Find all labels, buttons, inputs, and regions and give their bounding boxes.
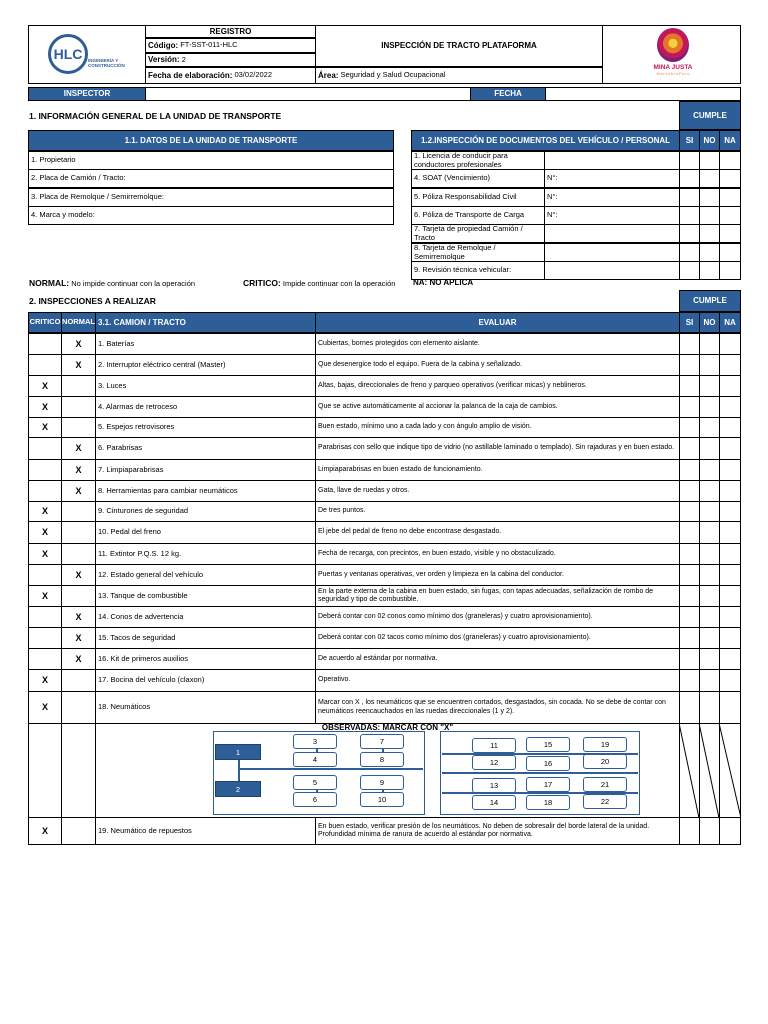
legend-na: NA: NO APLICA (413, 278, 474, 287)
row-normal-mark (61, 417, 96, 438)
codigo-cell (145, 38, 316, 53)
document-row-si[interactable] (679, 243, 700, 262)
tire-7[interactable]: 7 (360, 734, 404, 749)
row-no[interactable] (699, 669, 720, 692)
row-si[interactable] (679, 417, 700, 438)
document-row-label: 4. SOAT (Vencimiento) (411, 169, 545, 188)
row-no[interactable] (699, 543, 720, 565)
inspector-field[interactable] (145, 87, 471, 101)
hlc-logo-text: HLC (53, 46, 83, 62)
row-eval: Buen estado, mínimo uno a cada lado y con ángulo amplio de visión. (315, 417, 680, 438)
row-na[interactable] (719, 606, 741, 628)
row-no[interactable] (699, 333, 720, 355)
row-na[interactable] (719, 669, 741, 692)
version-value: 2 (181, 54, 186, 64)
codigo-label: Código: (148, 40, 179, 50)
row-si[interactable] (679, 627, 700, 649)
row-si[interactable] (679, 564, 700, 586)
col-item-header: 3.1. CAMION / TRACTO (95, 312, 316, 333)
document-row-na[interactable] (719, 151, 741, 170)
row-no[interactable] (699, 585, 720, 607)
col-no-header: NO (699, 312, 720, 333)
tires-cumple-crossed (679, 723, 741, 818)
row-no[interactable] (699, 459, 720, 481)
document-row-label: 6. Póliza de Transporte de Carga (411, 206, 545, 225)
row-na[interactable] (719, 501, 741, 522)
row-na[interactable] (719, 333, 741, 355)
legend-critico-label: CRITICO: (243, 278, 281, 288)
document-row-number[interactable] (544, 261, 680, 280)
tires-normal-cell (61, 723, 96, 818)
legend-normal-label: NORMAL: (29, 278, 70, 288)
row-si[interactable] (679, 543, 700, 565)
row-na[interactable] (719, 691, 741, 724)
row-critico-mark: X (28, 375, 62, 397)
row-no[interactable] (699, 627, 720, 649)
row-critico-mark (28, 437, 62, 460)
row-no[interactable] (699, 480, 720, 502)
row-normal-mark: X (61, 627, 96, 649)
row-item: 8. Herramientas para cambiar neumáticos (95, 480, 316, 502)
document-row-na[interactable] (719, 224, 741, 243)
document-row-number[interactable]: N°: (544, 206, 680, 225)
document-row-na[interactable] (719, 169, 741, 188)
row-si[interactable] (679, 521, 700, 544)
row-item: 5. Espejos retrovisores (95, 417, 316, 438)
row-critico-mark: X (28, 521, 62, 544)
document-row-na[interactable] (719, 206, 741, 225)
row-si[interactable] (679, 480, 700, 502)
col-si-header: SI (679, 312, 700, 333)
document-row-si[interactable] (679, 261, 700, 280)
row-item: 15. Tacos de seguridad (95, 627, 316, 649)
document-row-no[interactable] (699, 169, 720, 188)
tire-21[interactable]: 21 (583, 777, 627, 792)
row-eval: Marcar con X , los neumáticos que se encuentren cortados, desgastados, sin cocada. No se debe de contar con neumáticos reencauchados en las ruedas direccionales (1 y 2). (315, 691, 680, 724)
row-na[interactable] (719, 543, 741, 565)
row-item: 9. Cinturones de seguridad (95, 501, 316, 522)
inspector-label: INSPECTOR (28, 87, 146, 101)
document-row-number[interactable]: N°: (544, 169, 680, 188)
row19-si[interactable] (679, 817, 700, 845)
row-normal-mark (61, 669, 96, 692)
row19-item: 19. Neumático de repuestos (95, 817, 316, 845)
row-eval: Que se active automáticamente al accionar la palanca de la caja de cambios. (315, 396, 680, 418)
row-item: 3. Luces (95, 375, 316, 397)
row-item: 6. Parabrisas (95, 437, 316, 460)
legend-critico (243, 278, 395, 288)
mina-justa-logo (657, 28, 689, 62)
codigo-value: FT-SST-011-HLC (180, 40, 238, 50)
tractor-rear-axle (238, 768, 423, 770)
legend-normal-text: No impide continuar con la operación (71, 279, 196, 288)
mina-justa-logo-text: MINA JUSTA (653, 64, 693, 71)
row-si[interactable] (679, 459, 700, 481)
row-critico-mark (28, 627, 62, 649)
tire-11[interactable]: 11 (472, 738, 516, 753)
row-eval: Que desenergice todo el equipo. Fuera de la cabina y señalizado. (315, 354, 680, 376)
row-eval: Parabrisas con sello que indique tipo de vidrio (no astillable laminado o templado). Sin rajaduras y en buen estado. (315, 437, 680, 460)
row-normal-mark: X (61, 648, 96, 670)
row-eval: De tres puntos. (315, 501, 680, 522)
row-na[interactable] (719, 375, 741, 397)
unit-data-row[interactable]: 2. Placa de Camión / Tracto: (28, 169, 394, 188)
row-eval: De acuerdo al estándar por normativa. (315, 648, 680, 670)
row-normal-mark (61, 396, 96, 418)
row-critico-mark (28, 606, 62, 628)
row19-no[interactable] (699, 817, 720, 845)
legend-normal (29, 278, 195, 288)
mina-justa-logo-sub: M a r c o b r e P e r ú (656, 72, 690, 76)
tire-19[interactable]: 19 (583, 737, 627, 752)
row-item: 16. Kit de primeros auxilios (95, 648, 316, 670)
row19-eval: En buen estado, verificar presión de los neumáticos. No deben de sobresalir del borde lateral de la unidad. Profundidad mínima de ranura de acuerdo al estándar por normativa. (315, 817, 680, 845)
documents-no-header: NO (699, 130, 720, 151)
col-na-header: NA (719, 312, 741, 333)
row-critico-mark: X (28, 501, 62, 522)
row19-normal (61, 817, 96, 845)
row-eval: Fecha de recarga, con precintos, en buen estado, visible y no obstaculizado. (315, 543, 680, 565)
row-item: 2. Interruptor eléctrico central (Master) (95, 354, 316, 376)
section2-title: 2. INSPECCIONES A REALIZAR (29, 296, 156, 306)
row-eval: El jebe del pedal de freno no debe encontrase desgastado. (315, 521, 680, 544)
row-normal-mark (61, 585, 96, 607)
document-row-si[interactable] (679, 169, 700, 188)
row-normal-mark (61, 375, 96, 397)
row-na[interactable] (719, 521, 741, 544)
col-normal-header: NORMAL (61, 312, 96, 333)
row-normal-mark: X (61, 459, 96, 481)
row-na[interactable] (719, 585, 741, 607)
row-normal-mark: X (61, 437, 96, 460)
document-row-si[interactable] (679, 224, 700, 243)
row-critico-mark (28, 648, 62, 670)
tire-15[interactable]: 15 (526, 737, 570, 752)
row19-na[interactable] (719, 817, 741, 845)
row-na[interactable] (719, 480, 741, 502)
document-row-no[interactable] (699, 206, 720, 225)
row-si[interactable] (679, 396, 700, 418)
row-no[interactable] (699, 417, 720, 438)
document-row-label: 9. Revisión técnica vehicular: (411, 261, 545, 280)
section1-cumple: CUMPLE (679, 101, 741, 130)
document-row-label: 1. Licencia de conducir para conductores profesionales (411, 151, 545, 170)
row-si[interactable] (679, 354, 700, 376)
tire-1[interactable]: 1 (215, 744, 261, 760)
hlc-logo-sub: INGENIERÍA Y CONSTRUCCIÓN (88, 58, 125, 69)
row19-critico: X (28, 817, 62, 845)
tire-9[interactable]: 9 (360, 775, 404, 790)
row-item: 4. Alarmas de retroceso (95, 396, 316, 418)
section2-cumple: CUMPLE (679, 290, 741, 312)
col-evaluar-header: EVALUAR (315, 312, 680, 333)
row-item: 11. Extintor P.Q.S. 12 kg. (95, 543, 316, 565)
row-item: 1. Baterías (95, 333, 316, 355)
document-row-na[interactable] (719, 188, 741, 207)
document-row-na[interactable] (719, 261, 741, 280)
row-eval: Limpiaparabrisas en buen estado de funcionamiento. (315, 459, 680, 481)
document-row-label: 7. Tarjeta de propiedad Camión / Tracto (411, 224, 545, 243)
row-critico-mark (28, 564, 62, 586)
document-row-number[interactable] (544, 224, 680, 243)
row-item: 13. Tanque de combustible (95, 585, 316, 607)
tire-4[interactable]: 4 (293, 752, 337, 767)
tire-10[interactable]: 10 (360, 792, 404, 807)
row-eval: Deberá contar con 02 conos como mínimo dos (graneleras) y cuatro aprovisionamiento). (315, 606, 680, 628)
tire-3[interactable]: 3 (293, 734, 337, 749)
row-eval: Gata, llave de ruedas y otros. (315, 480, 680, 502)
document-row-si[interactable] (679, 151, 700, 170)
row-critico-mark: X (28, 585, 62, 607)
row-si[interactable] (679, 333, 700, 355)
row-critico-mark (28, 459, 62, 481)
row-critico-mark (28, 354, 62, 376)
document-row-number[interactable] (544, 243, 680, 262)
row-critico-mark (28, 333, 62, 355)
row-no[interactable] (699, 354, 720, 376)
row-item: 14. Conos de advertencia (95, 606, 316, 628)
hlc-logo (48, 34, 88, 74)
document-row-si[interactable] (679, 206, 700, 225)
row-no[interactable] (699, 437, 720, 460)
row-si[interactable] (679, 501, 700, 522)
document-row-no[interactable] (699, 224, 720, 243)
documents-na-header: NA (719, 130, 741, 151)
row-si[interactable] (679, 691, 700, 724)
row-no[interactable] (699, 521, 720, 544)
unit-data-row[interactable]: 4. Marca y modelo: (28, 206, 394, 225)
tire-18[interactable]: 18 (526, 795, 570, 810)
row-si[interactable] (679, 437, 700, 460)
document-row-number[interactable] (544, 151, 680, 170)
tire-2[interactable]: 2 (215, 781, 261, 797)
row-na[interactable] (719, 627, 741, 649)
row-si[interactable] (679, 585, 700, 607)
row-eval: En la parte externa de la cabina en buen estado, sin fugas, con tapas adecuadas, señalización de rombo de seguridad y tipo de combustible. (315, 585, 680, 607)
row-na[interactable] (719, 396, 741, 418)
document-row-no[interactable] (699, 151, 720, 170)
tire-14[interactable]: 14 (472, 795, 516, 810)
documents-header: 1.2.INSPECCIÓN DE DOCUMENTOS DEL VEHÍCULO / PERSONAL (411, 130, 680, 151)
row-si[interactable] (679, 648, 700, 670)
row-critico-mark: X (28, 543, 62, 565)
documents-si-header: SI (679, 130, 700, 151)
version-label: Versión: (148, 55, 180, 65)
tire-13[interactable]: 13 (472, 778, 516, 793)
row-eval: Altas, bajas, direccionales de freno y parqueo operativos (verificar micas) y neblineros. (315, 375, 680, 397)
document-row-na[interactable] (719, 243, 741, 262)
fecha-elaboracion-label: Fecha de elaboración: (148, 70, 233, 80)
tires-critico-cell (28, 723, 62, 818)
row-no[interactable] (699, 606, 720, 628)
row-item: 18. Neumáticos (95, 691, 316, 724)
document-row-no[interactable] (699, 243, 720, 262)
area-label: Área: (318, 70, 339, 80)
fecha-elaboracion-value: 03/02/2022 (234, 70, 273, 80)
document-row-no[interactable] (699, 188, 720, 207)
observadas-label: OBSERVADAS: MARCAR CON "X" (321, 723, 454, 732)
row-critico-mark: X (28, 669, 62, 692)
row-no[interactable] (699, 501, 720, 522)
row-eval: Cubiertas, bornes protegidos con elemento aislante. (315, 333, 680, 355)
section1-title: 1. INFORMACIÓN GENERAL DE LA UNIDAD DE TRANSPORTE (29, 111, 282, 121)
unit-data-row[interactable]: 3. Placa de Remolque / Semirremolque: (28, 188, 394, 207)
row-na[interactable] (719, 459, 741, 481)
tire-5[interactable]: 5 (293, 775, 337, 790)
unit-data-header: 1.1. DATOS DE LA UNIDAD DE TRANSPORTE (28, 130, 394, 151)
row-na[interactable] (719, 564, 741, 586)
row-normal-mark (61, 521, 96, 544)
row-item: 17. Bocina del vehículo (claxon) (95, 669, 316, 692)
row-critico-mark (28, 480, 62, 502)
row-item: 12. Estado general del vehículo (95, 564, 316, 586)
row-item: 7. Limpiaparabrisas (95, 459, 316, 481)
row-eval: Deberá contar con 02 tacos como mínimo dos (graneleras) y cuatro aprovisionamiento). (315, 627, 680, 649)
row-si[interactable] (679, 375, 700, 397)
row-normal-mark (61, 691, 96, 724)
version-cell (145, 53, 316, 67)
document-row-number[interactable]: N°: (544, 188, 680, 207)
row-si[interactable] (679, 606, 700, 628)
row-eval: Operativo. (315, 669, 680, 692)
row-critico-mark: X (28, 396, 62, 418)
tire-12[interactable]: 12 (472, 755, 516, 770)
col-critico-header: CRITICO (28, 312, 62, 333)
row-no[interactable] (699, 375, 720, 397)
tire-8[interactable]: 8 (360, 752, 404, 767)
document-row-no[interactable] (699, 261, 720, 280)
fecha-field[interactable] (545, 87, 741, 101)
fecha-label: FECHA (470, 87, 546, 101)
tire-22[interactable]: 22 (583, 794, 627, 809)
row-normal-mark (61, 501, 96, 522)
row-si[interactable] (679, 669, 700, 692)
row-normal-mark: X (61, 333, 96, 355)
row-item: 10. Pedal del freno (95, 521, 316, 544)
document-row-si[interactable] (679, 188, 700, 207)
tire-6[interactable]: 6 (293, 792, 337, 807)
row-critico-mark: X (28, 691, 62, 724)
document-row-label: 5. Póliza Responsabilidad Civil (411, 188, 545, 207)
fecha-elaboracion-cell (145, 67, 316, 84)
row-no[interactable] (699, 396, 720, 418)
row-normal-mark (61, 543, 96, 565)
row-na[interactable] (719, 437, 741, 460)
row-normal-mark: X (61, 480, 96, 502)
registro-cell: REGISTRO (145, 25, 316, 38)
row-no[interactable] (699, 564, 720, 586)
row-critico-mark: X (28, 417, 62, 438)
row-normal-mark: X (61, 606, 96, 628)
unit-data-row[interactable]: 1. Propietario (28, 151, 394, 170)
tire-17[interactable]: 17 (526, 777, 570, 792)
row-no[interactable] (699, 648, 720, 670)
row-na[interactable] (719, 648, 741, 670)
row-eval: Puertas y ventanas operativas, ver orden y limpieza en la cabina del conductor. (315, 564, 680, 586)
row-na[interactable] (719, 417, 741, 438)
document-row-label: 8. Tarjeta de Remolque / Semirremolque (411, 243, 545, 262)
legend-critico-text: Impide continuar con la operación (282, 279, 396, 288)
row-normal-mark: X (61, 354, 96, 376)
tire-16[interactable]: 16 (526, 756, 570, 771)
area-cell (315, 67, 603, 84)
tire-20[interactable]: 20 (583, 754, 627, 769)
trailer-axle-mid (442, 772, 638, 774)
row-no[interactable] (699, 691, 720, 724)
row-na[interactable] (719, 354, 741, 376)
row-normal-mark: X (61, 564, 96, 586)
document-title: INSPECCIÓN DE TRACTO PLATAFORMA (315, 25, 603, 67)
area-value: Seguridad y Salud Ocupacional (340, 70, 446, 80)
